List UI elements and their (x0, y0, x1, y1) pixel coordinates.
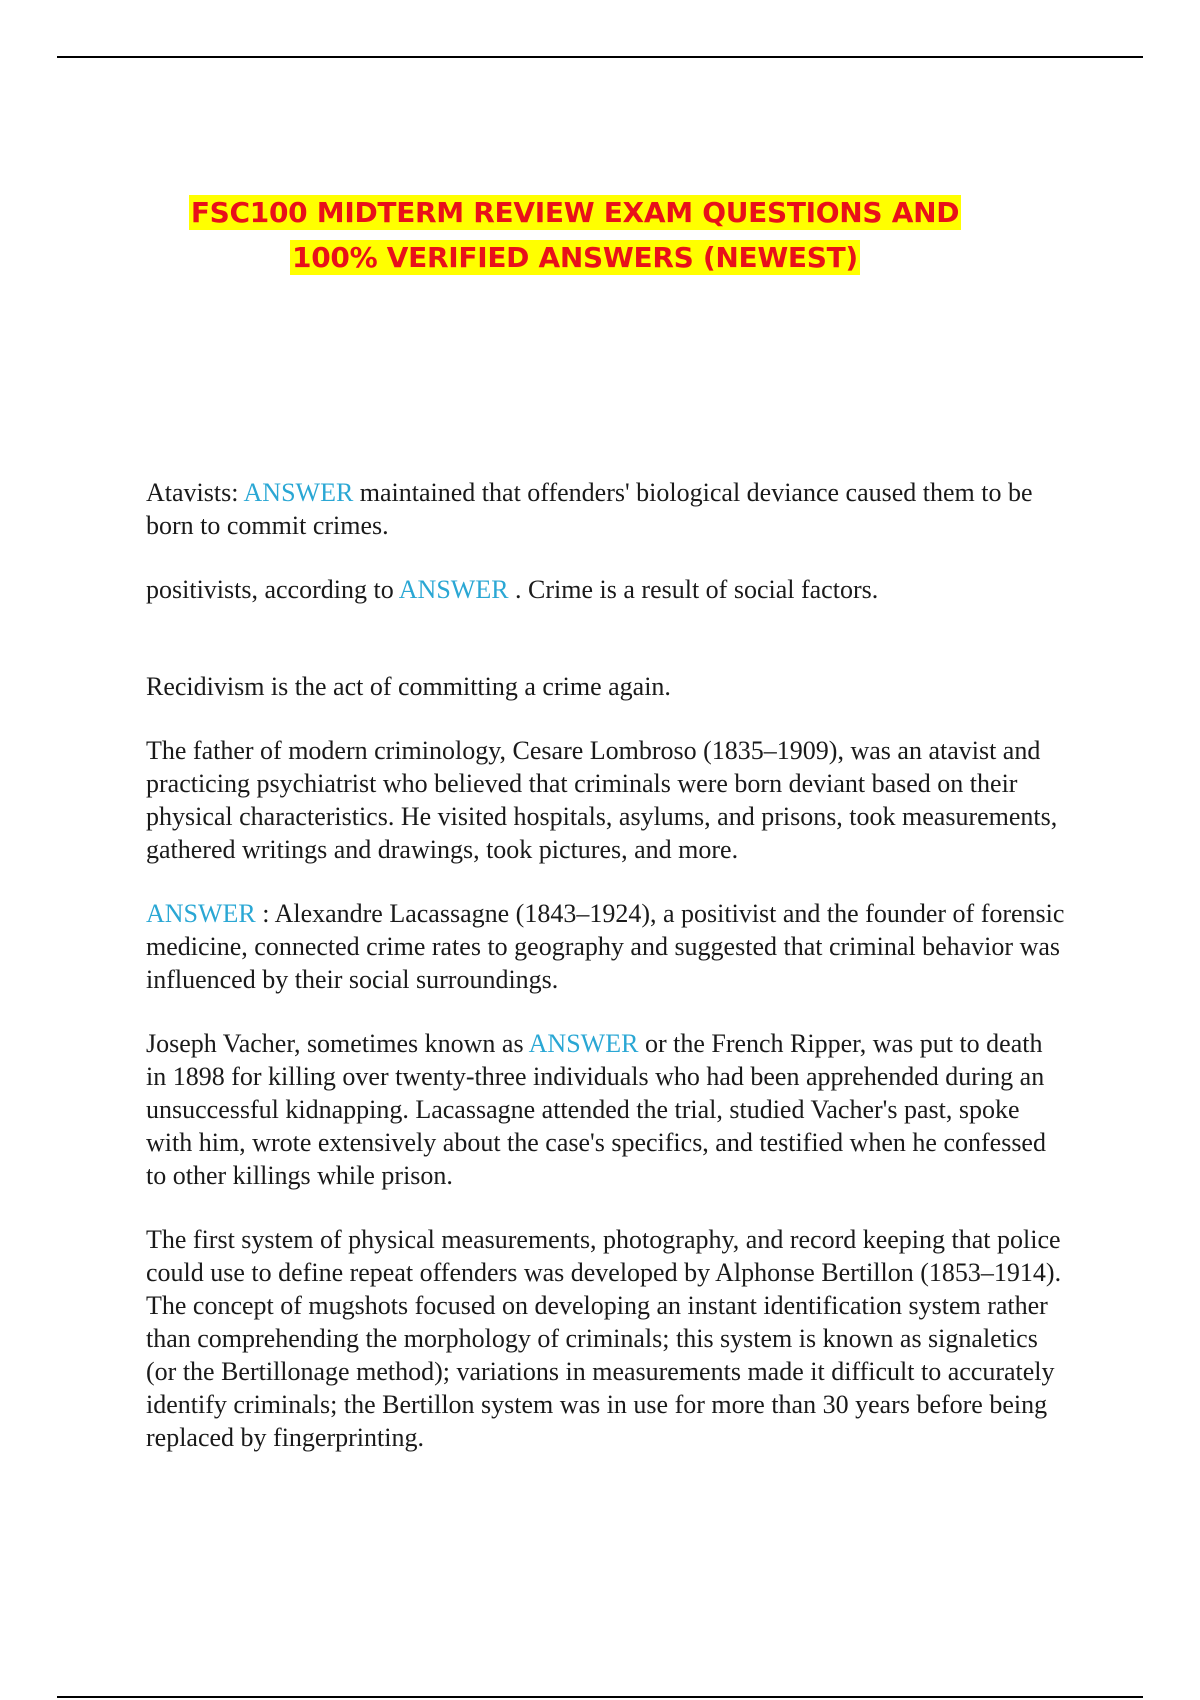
title-line-2: 100% VERIFIED ANSWERS (NEWEST) (292, 241, 858, 274)
answer-placeholder: ANSWER (528, 1029, 639, 1058)
document-title (0, 190, 1150, 280)
title-line-1: FSC100 MIDTERM REVIEW EXAM QUESTIONS AND (190, 196, 960, 229)
page-bottom-rule (57, 1696, 1143, 1698)
paragraph-vacher: Joseph Vacher, sometimes known as ANSWER or the French Ripper, was put to death in 1898 for killing over twenty-three individuals who had been apprehended during an unsuccessful kidnapping. Lacassagne attended the trial, studied Vacher's past, spoke with him, wrote extensively about the case's specifics, and testified when he confessed to other killings while prison. (146, 1029, 1046, 1190)
paragraph-recidivism: Recidivism is the act of committing a crime again. (146, 672, 671, 701)
page-top-rule (57, 56, 1143, 58)
paragraph-atavists: Atavists: ANSWER maintained that offenders' biological deviance caused them to be born to commit crimes. (146, 478, 1033, 540)
paragraph-lombroso: The father of modern criminology, Cesare Lombroso (1835–1909), was an atavist and practicing psychiatrist who believed that criminals were born deviant based on their physical characteristics. He visited hospitals, asylums, and prisons, took measurements, gathered writings and drawings, took pictures, and more. (146, 736, 1058, 864)
answer-placeholder: ANSWER (146, 899, 256, 928)
paragraph-bertillon: The first system of physical measurements, photography, and record keeping that police could use to define repeat offenders was developed by Alphonse Bertillon (1853–1914). The concept of mugshots focused on developing an instant identification system rather than comprehending the morphology of criminals; this system is known as signaletics (or the Bertillonage method); variations in measurements made it difficult to accurately identify criminals; the Bertillon system was in use for more than 30 years before being replaced by fingerprinting. (146, 1225, 1062, 1452)
paragraph-positivists: positivists, according to ANSWER . Crime is a result of social factors. (146, 575, 879, 604)
answer-placeholder: ANSWER (398, 575, 509, 604)
answer-placeholder: ANSWER (243, 478, 354, 507)
document-body (146, 476, 1066, 1485)
paragraph-lacassagne: ANSWER : Alexandre Lacassagne (1843–1924), a positivist and the founder of forensic medicine, connected crime rates to geography and suggested that criminal behavior was influenced by their social surroundings. (146, 899, 1065, 994)
